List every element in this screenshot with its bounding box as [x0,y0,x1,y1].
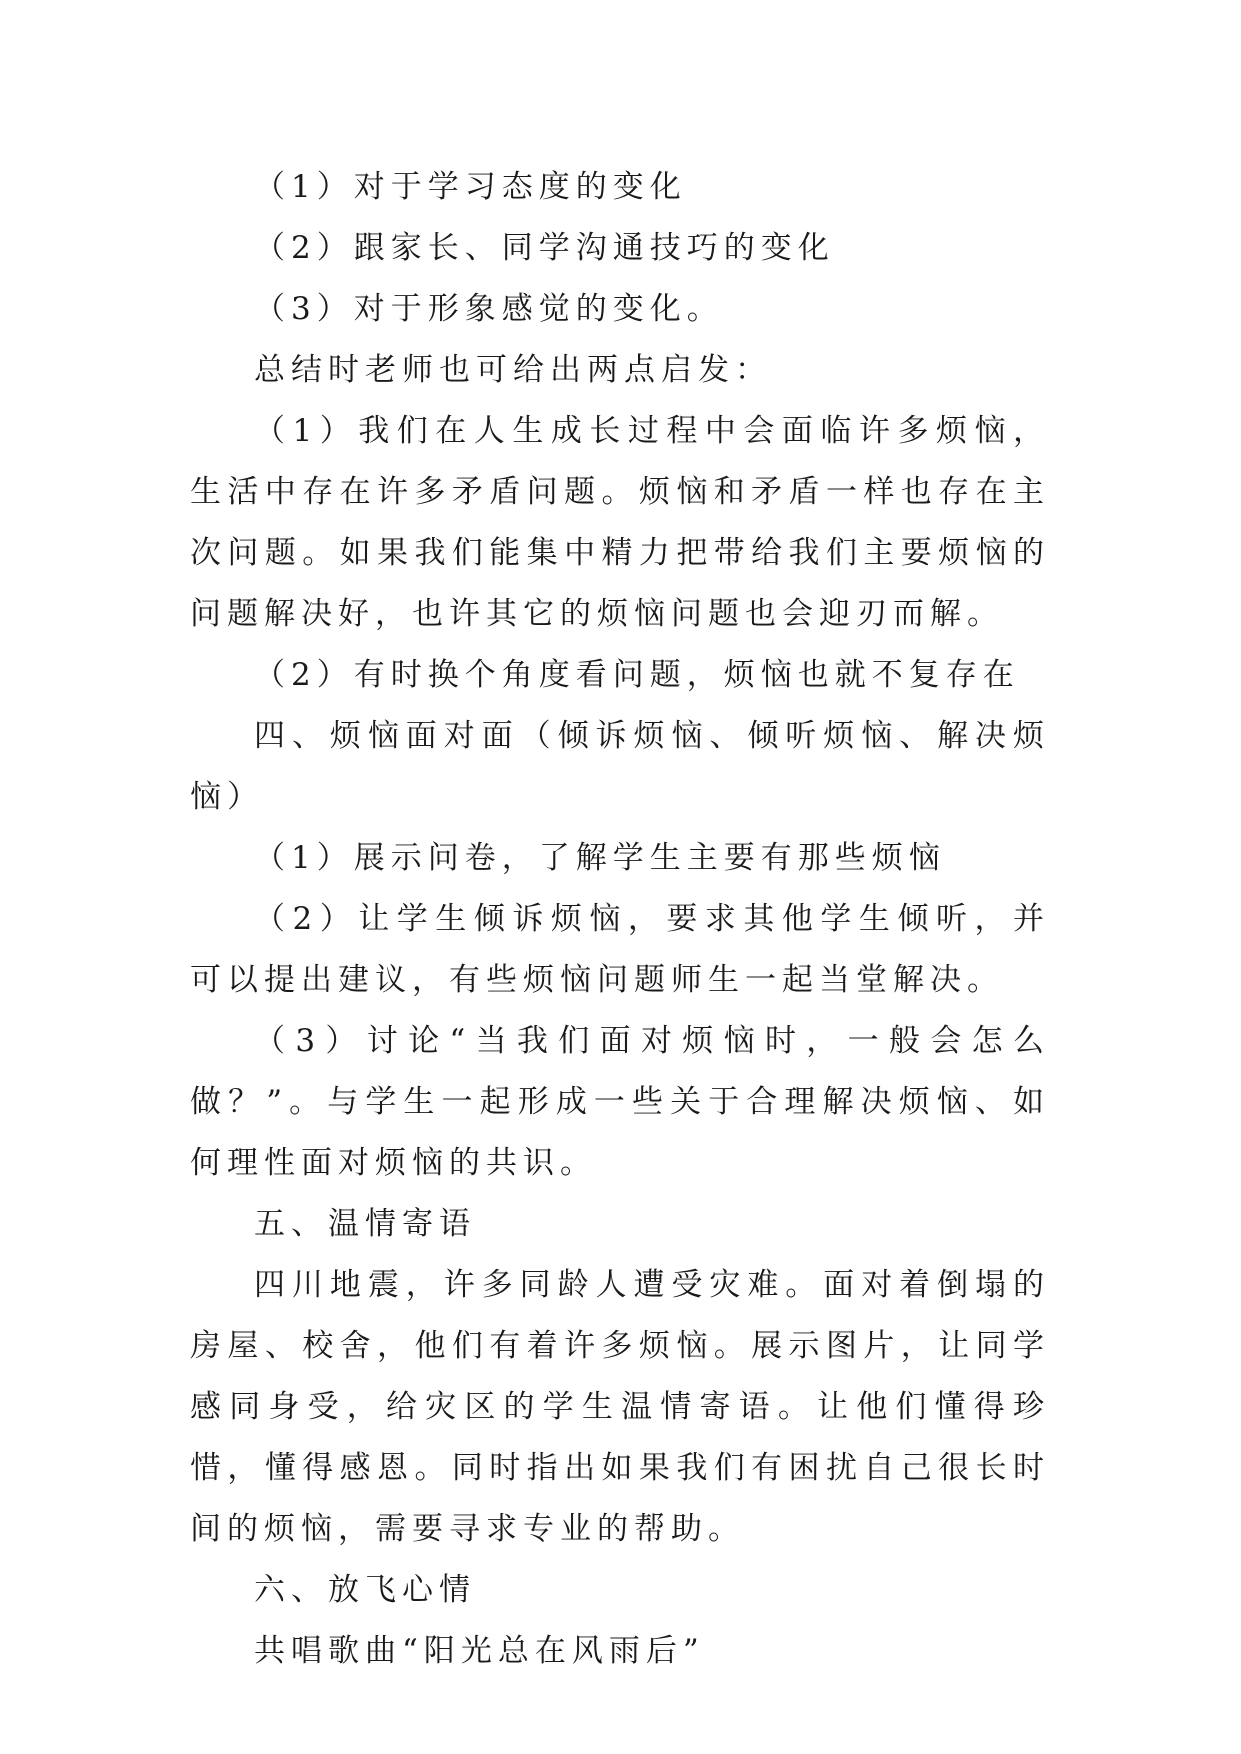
paragraph-item-3: （3）对于形象感觉的变化。 [254,291,724,327]
paragraph-step-1: （1）展示问卷，了解学生主要有那些烦恼 [254,840,946,876]
paragraph-song: 共唱歌曲“阳光总在风雨后” [254,1633,705,1669]
paragraph-warm-message: 四川地震，许多同龄人遭受灾难。面对着倒塌的房屋、校舍，他们有着许多烦恼。展示图片，让同学感同身受，给灾区的学生温情寄语。让他们懂得珍惜，懂得感恩。同时指出如果我们有困扰自己很长时间的烦恼，需要寻求专业的帮助。 [190,1267,1050,1547]
paragraph-step-2: （2）让学生倾诉烦恼，要求其他学生倾听，并可以提出建议，有些烦恼问题师生一起当堂解决。 [190,901,1050,998]
paragraph-item-2: （2）跟家长、同学沟通技巧的变化 [254,230,835,266]
paragraph-insight-1: （1）我们在人生成长过程中会面临许多烦恼，生活中存在许多矛盾问题。烦恼和矛盾一样也存在主次问题。如果我们能集中精力把带给我们主要烦恼的问题解决好，也许其它的烦恼问题也会迎刃而解。 [190,413,1050,632]
section-heading-5: 五、温情寄语 [254,1206,476,1242]
paragraph-summary-intro: 总结时老师也可给出两点启发： [254,352,772,388]
paragraph-item-1: （1）对于学习态度的变化 [254,169,687,205]
document-body [190,157,1050,1682]
section-heading-4: 四、烦恼面对面（倾诉烦恼、倾听烦恼、解决烦恼） [190,718,1050,815]
paragraph-step-3: （3）讨论“当我们面对烦恼时，一般会怎么做？”。与学生一起形成一些关于合理解决烦恼、如何理性面对烦恼的共识。 [190,1023,1050,1181]
paragraph-insight-2: （2）有时换个角度看问题，烦恼也就不复存在 [254,657,1020,693]
section-heading-6: 六、放飞心情 [254,1572,476,1608]
